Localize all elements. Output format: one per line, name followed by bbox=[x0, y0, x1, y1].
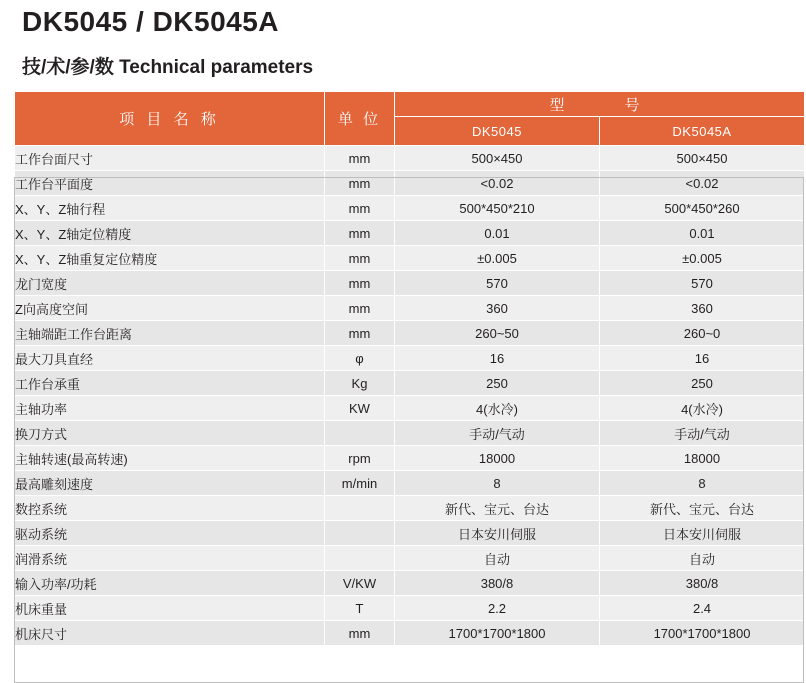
cell-value-dk5045: 自动 bbox=[395, 546, 600, 571]
cell-unit: KW bbox=[325, 396, 395, 421]
column-header-model-group: 型 号 bbox=[395, 92, 805, 117]
cell-parameter-name: 龙门宽度 bbox=[15, 271, 325, 296]
cell-value-dk5045: 0.01 bbox=[395, 221, 600, 246]
column-header-name: 项 目 名 称 bbox=[15, 92, 325, 146]
cell-unit bbox=[325, 421, 395, 446]
table-row bbox=[15, 221, 805, 246]
table-body bbox=[15, 146, 805, 646]
cell-unit: mm bbox=[325, 246, 395, 271]
cell-value-dk5045: 250 bbox=[395, 371, 600, 396]
column-header-unit: 单 位 bbox=[325, 92, 395, 146]
cell-parameter-name: 机床重量 bbox=[15, 596, 325, 621]
cell-unit: mm bbox=[325, 271, 395, 296]
cell-value-dk5045: 380/8 bbox=[395, 571, 600, 596]
cell-unit: mm bbox=[325, 146, 395, 171]
column-header-model-dk5045a: DK5045A bbox=[600, 117, 805, 146]
cell-value-dk5045a: 8 bbox=[600, 471, 805, 496]
cell-value-dk5045a: 250 bbox=[600, 371, 805, 396]
cell-value-dk5045: 8 bbox=[395, 471, 600, 496]
cell-unit: mm bbox=[325, 321, 395, 346]
cell-unit bbox=[325, 546, 395, 571]
cell-value-dk5045: 260~50 bbox=[395, 321, 600, 346]
spec-sheet-page bbox=[0, 6, 806, 642]
cell-value-dk5045: 570 bbox=[395, 271, 600, 296]
cell-unit: rpm bbox=[325, 446, 395, 471]
cell-unit: m/min bbox=[325, 471, 395, 496]
table-row bbox=[15, 621, 805, 646]
cell-value-dk5045a: 日本安川伺服 bbox=[600, 521, 805, 546]
cell-value-dk5045: 日本安川伺服 bbox=[395, 521, 600, 546]
cell-parameter-name: 最大刀具直经 bbox=[15, 346, 325, 371]
cell-value-dk5045: 18000 bbox=[395, 446, 600, 471]
cell-parameter-name: 换刀方式 bbox=[15, 421, 325, 446]
cell-unit: mm bbox=[325, 196, 395, 221]
cell-value-dk5045: 4(水冷) bbox=[395, 396, 600, 421]
cell-value-dk5045: 500*450*210 bbox=[395, 196, 600, 221]
table-row bbox=[15, 321, 805, 346]
column-header-model-dk5045: DK5045 bbox=[395, 117, 600, 146]
cell-value-dk5045a: 260~0 bbox=[600, 321, 805, 346]
table-row bbox=[15, 571, 805, 596]
cell-parameter-name: 输入功率/功耗 bbox=[15, 571, 325, 596]
page-subtitle: 技/术/参/数 Technical parameters bbox=[22, 57, 314, 78]
cell-parameter-name: 工作台面尺寸 bbox=[15, 146, 325, 171]
cell-value-dk5045: 1700*1700*1800 bbox=[395, 621, 600, 646]
cell-value-dk5045a: 2.4 bbox=[600, 596, 805, 621]
cell-parameter-name: 最高雕刻速度 bbox=[15, 471, 325, 496]
cell-unit: mm bbox=[325, 171, 395, 196]
table-row bbox=[15, 446, 805, 471]
cell-parameter-name: X、Y、Z轴定位精度 bbox=[15, 221, 325, 246]
cell-value-dk5045: 新代、宝元、台达 bbox=[395, 496, 600, 521]
cell-parameter-name: 主轴功率 bbox=[15, 396, 325, 421]
table-row bbox=[15, 246, 805, 271]
table-row bbox=[15, 171, 805, 196]
cell-value-dk5045a: 1700*1700*1800 bbox=[600, 621, 805, 646]
cell-parameter-name: 主轴端距工作台距离 bbox=[15, 321, 325, 346]
cell-value-dk5045a: 16 bbox=[600, 346, 805, 371]
table-row bbox=[15, 471, 805, 496]
cell-unit: mm bbox=[325, 621, 395, 646]
cell-unit: mm bbox=[325, 296, 395, 321]
cell-value-dk5045: <0.02 bbox=[395, 171, 600, 196]
page-title: DK5045 / DK5045A bbox=[22, 6, 280, 37]
cell-unit: T bbox=[325, 596, 395, 621]
cell-value-dk5045a: 380/8 bbox=[600, 571, 805, 596]
cell-value-dk5045: 2.2 bbox=[395, 596, 600, 621]
cell-parameter-name: 主轴转速(最高转速) bbox=[15, 446, 325, 471]
cell-parameter-name: 工作台承重 bbox=[15, 371, 325, 396]
table-row bbox=[15, 146, 805, 171]
cell-value-dk5045a: 新代、宝元、台达 bbox=[600, 496, 805, 521]
cell-unit: Kg bbox=[325, 371, 395, 396]
cell-parameter-name: 机床尺寸 bbox=[15, 621, 325, 646]
cell-parameter-name: 工作台平面度 bbox=[15, 171, 325, 196]
table-header-row-1 bbox=[15, 92, 805, 117]
cell-value-dk5045a: ±0.005 bbox=[600, 246, 805, 271]
cell-parameter-name: 数控系统 bbox=[15, 496, 325, 521]
cell-value-dk5045a: 360 bbox=[600, 296, 805, 321]
cell-value-dk5045a: 500×450 bbox=[600, 146, 805, 171]
cell-value-dk5045a: <0.02 bbox=[600, 171, 805, 196]
cell-unit: mm bbox=[325, 221, 395, 246]
cell-parameter-name: X、Y、Z轴行程 bbox=[15, 196, 325, 221]
cell-value-dk5045: ±0.005 bbox=[395, 246, 600, 271]
table-row bbox=[15, 521, 805, 546]
table-row bbox=[15, 296, 805, 321]
cell-unit bbox=[325, 521, 395, 546]
cell-unit: V/KW bbox=[325, 571, 395, 596]
cell-value-dk5045a: 手动/气动 bbox=[600, 421, 805, 446]
cell-value-dk5045: 360 bbox=[395, 296, 600, 321]
cell-value-dk5045: 16 bbox=[395, 346, 600, 371]
cell-value-dk5045a: 570 bbox=[600, 271, 805, 296]
cell-parameter-name: 润滑系统 bbox=[15, 546, 325, 571]
cell-value-dk5045a: 0.01 bbox=[600, 221, 805, 246]
table-row bbox=[15, 496, 805, 521]
table-row bbox=[15, 196, 805, 221]
cell-parameter-name: X、Y、Z轴重复定位精度 bbox=[15, 246, 325, 271]
cell-value-dk5045a: 自动 bbox=[600, 546, 805, 571]
table-row bbox=[15, 596, 805, 621]
cell-unit: φ bbox=[325, 346, 395, 371]
table-header bbox=[15, 92, 805, 146]
technical-parameters-table bbox=[14, 91, 805, 646]
cell-value-dk5045a: 18000 bbox=[600, 446, 805, 471]
table-row bbox=[15, 421, 805, 446]
table-row bbox=[15, 371, 805, 396]
cell-parameter-name: Z向高度空间 bbox=[15, 296, 325, 321]
table-row bbox=[15, 396, 805, 421]
table-row bbox=[15, 546, 805, 571]
cell-value-dk5045a: 4(水冷) bbox=[600, 396, 805, 421]
cell-value-dk5045: 500×450 bbox=[395, 146, 600, 171]
cell-value-dk5045a: 500*450*260 bbox=[600, 196, 805, 221]
table-row bbox=[15, 346, 805, 371]
cell-parameter-name: 驱动系统 bbox=[15, 521, 325, 546]
cell-unit bbox=[325, 496, 395, 521]
cell-value-dk5045: 手动/气动 bbox=[395, 421, 600, 446]
table-row bbox=[15, 271, 805, 296]
spec-table-wrapper bbox=[8, 91, 798, 646]
